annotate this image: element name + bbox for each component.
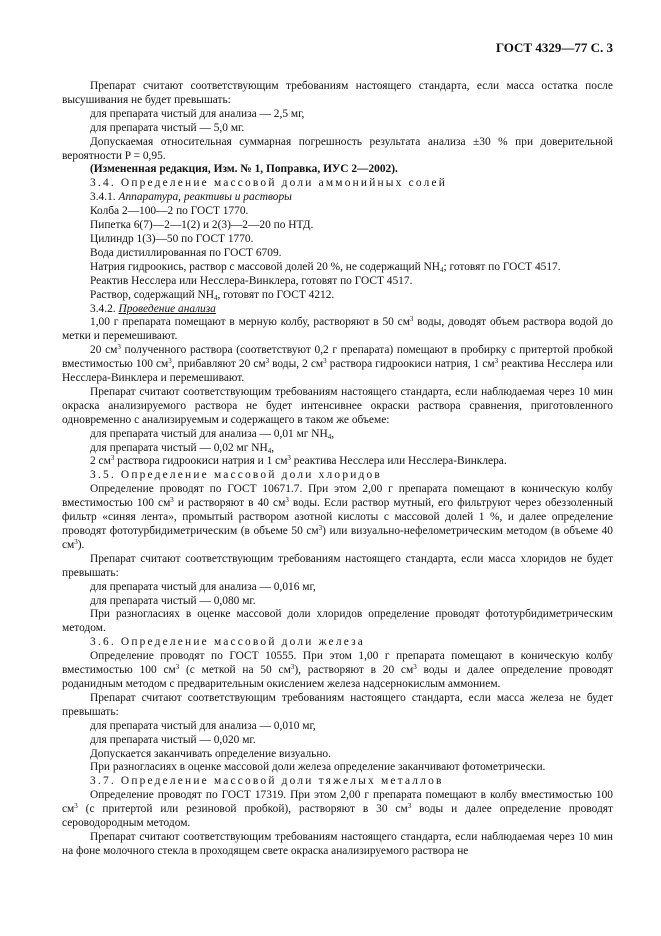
paragraph: [62, 483, 613, 553]
superscript: 3: [74, 802, 78, 811]
paragraph: для препарата чистый для анализа — 0,010 мг,: [90, 719, 316, 732]
paragraph: для препарата чистый — 0,020 мг.: [90, 733, 256, 746]
text-run: 1,00 г препарата помещают в мерную колбу, растворяют в 50 см: [90, 316, 410, 329]
amendment-note: (Измененная редакция, Изм. № 1, Поправка, ИУС 2—2002).: [90, 163, 398, 176]
list-item: Вода дистиллированная по ГОСТ 6709.: [90, 246, 282, 259]
superscript: 3: [407, 802, 412, 811]
paragraph: [62, 789, 613, 831]
text-run: воды и далее определение проводят роданидным методом с предварительным окислением железа надсернокислым аммонием.: [62, 664, 613, 690]
subscript: 4: [327, 432, 332, 441]
text-run: Определение проводят по ГОСТ 17319. При этом 2,00 г препарата помещают в колбу вместимостью 100 см: [62, 789, 613, 816]
superscript: 3: [175, 663, 180, 672]
text-run: ,: [331, 427, 335, 440]
paragraph: [62, 428, 613, 442]
document-body: [62, 80, 613, 859]
text-run: раствора гидроокиси натрия, 1 см: [326, 358, 495, 371]
paragraph: Препарат считают соответствующим требованиям настоящего стандарта, если наблюдаемая через 10 мин на фоне молочного стекла в проходящем свете окраска анализируемого раствора не: [62, 830, 613, 857]
paragraph: Препарат считают соответствующим требованиям настоящего стандарта, если масса железа не будет превышать:: [62, 691, 613, 718]
text-run: реактива Несслера или Несслера-Винклера.: [290, 455, 507, 468]
superscript: 3: [110, 454, 115, 463]
text-run: 20 см: [90, 344, 118, 357]
superscript: 3: [168, 357, 172, 366]
superscript: 3: [318, 524, 323, 532]
paragraph: [62, 344, 613, 386]
superscript: 3: [323, 357, 327, 366]
paragraph: Допускается заканчивать определение визуально.: [90, 747, 331, 760]
section-heading-3-6: 3.6. Определение массовой доли железа: [90, 636, 366, 649]
text-run: (с меткой на 50 см: [179, 664, 291, 677]
superscript: 3: [413, 663, 417, 672]
text-run: (с притертой или резиновой пробкой), растворяют в 30 см: [77, 803, 408, 816]
paragraph: для препарата чистый для анализа — 2,5 мг,: [90, 107, 305, 120]
list-item: [62, 289, 613, 303]
superscript: 3: [494, 357, 499, 366]
subsection-title: Проведение анализа: [118, 302, 216, 315]
text-run: полученного раствора (соответствуют 0,2 г препарата) помещают в пробирку с притертой пробкой вместимостью 100 см: [62, 344, 613, 371]
subsection-title: Аппаратура, реактивы и растворы: [118, 191, 292, 204]
list-item: Реактив Несслера или Несслера-Винклера, готовят по ГОСТ 4517.: [90, 274, 413, 287]
subscript: 4: [267, 446, 272, 455]
text-run: реактива Несслера или Несслера-Винклера и перемешивают.: [62, 358, 613, 385]
text-run: воды, 2 см: [269, 358, 324, 371]
text-run: ).: [77, 538, 85, 551]
paragraph: [62, 650, 613, 692]
paragraph: Препарат считают соответствующим требованиям настоящего стандарта, если масса остатка после высушивания не будет превышать:: [62, 80, 613, 106]
subscript: 4: [213, 293, 218, 302]
paragraph: Препарат считают соответствующим требованиям настоящего стандарта, если масса хлоридов не будет превышать:: [62, 552, 613, 579]
superscript: 3: [74, 537, 78, 546]
section-heading-3-4: 3.4. Определение массовой доли аммонийных солей: [90, 177, 448, 190]
paragraph: [62, 442, 613, 456]
list-item: Цилиндр 1(3)—50 по ГОСТ 1770.: [90, 232, 254, 245]
text-run: 2 см: [90, 455, 111, 468]
paragraph: [62, 316, 613, 344]
text-run: ,: [271, 441, 275, 454]
text-run: , прибавляют 20 см: [171, 358, 266, 371]
superscript: 3: [287, 454, 291, 463]
text-run: Определение проводят по ГОСТ 10555. При этом 1,00 г препарата помещают в коническую колбу вместимостью 100 см: [62, 650, 613, 677]
text-run: воды, доводят объем раствора водой до метки и перемешивают.: [62, 316, 613, 343]
subscript: 4: [439, 265, 444, 274]
superscript: 3: [265, 357, 270, 366]
superscript: 3: [285, 496, 289, 505]
paragraph: Препарат считают соответствующим требованиям настоящего стандарта, если наблюдаемая через 10 мин окраска анализируемого раствора не будет интенсивнее окраски раствора сравнения, приготовленного одновременно с анализируемым и содержащего в таком же объеме:: [62, 385, 613, 426]
text-run: раствора гидроокиси натрия и 1 см: [114, 455, 288, 468]
paragraph: для препарата чистый — 0,080 мг.: [90, 594, 256, 607]
paragraph: [62, 455, 613, 469]
subsection-heading-3-4-2: [62, 303, 613, 317]
text-run: ) или визуально-нефелометрическим методом (в объеме 40 см: [62, 525, 613, 551]
text-run: , готовят по ГОСТ 4212.: [217, 288, 335, 301]
text-run: Натрия гидроокись, раствор с массовой долей 20 %, не содержащий NH: [90, 260, 440, 273]
text-run: ; готовят по ГОСТ 4517.: [443, 260, 561, 273]
paragraph: для препарата чистый для анализа — 0,016 мг,: [90, 580, 316, 593]
paragraph: для препарата чистый — 5,0 мг.: [90, 121, 245, 134]
text-run: и растворяют в 40 см: [173, 497, 286, 510]
superscript: 3: [409, 315, 414, 324]
text-run: для препарата чистый — 0,02 мг NH: [90, 441, 268, 454]
list-item: [62, 261, 613, 275]
section-heading-3-7: 3.7. Определение массовой доли тяжелых металлов: [90, 775, 444, 788]
paragraph: При разногласиях в оценке массовой доли хлоридов определение проводят фототурбидиметрическим методом.: [62, 608, 613, 635]
text-run: Раствор, содержащий NH: [90, 288, 214, 301]
text-run: ), растворяют в 20 см: [294, 664, 414, 677]
subsection-number: 3.4.2.: [90, 302, 116, 315]
page-header: ГОСТ 4329—77 С. 3: [495, 40, 613, 55]
paragraph: Допускаемая относительная суммарная погрешность результата анализа ±30 % при доверительной вероятности P = 0,95.: [62, 135, 613, 162]
text-run: воды и далее определение проводят сероводородным методом.: [62, 803, 614, 830]
list-item: Колба 2—100—2 по ГОСТ 1770.: [90, 205, 249, 218]
section-heading-3-5: 3.5. Определение массовой доли хлоридов: [90, 469, 382, 482]
text-run: для препарата чистый для анализа — 0,01 мг NH: [90, 427, 328, 440]
subsection-number: 3.4.1.: [90, 191, 116, 204]
text-run: воды. Если раствор мутный, его фильтруют через обеззоленный фильтр «синяя лента», промытый раствором азотной кислоты с массовой долей 1 %, и далее определение проводят фототурбидиметрическим (в объеме 50 см: [62, 497, 613, 537]
superscript: 3: [170, 496, 174, 505]
list-item: Пипетка 6(7)—2—1(2) и 2(3)—2—20 по НТД.: [90, 219, 314, 232]
subsection-heading-3-4-1: [62, 191, 613, 205]
text-run: Определение проводят по ГОСТ 10671.7. При этом 2,00 г препарата помещают в коническую колбу вместимостью 100 см: [62, 483, 613, 510]
paragraph: При разногласиях в оценке массовой доли железа определение заканчивают фотометрически.: [90, 761, 546, 774]
superscript: 3: [290, 663, 295, 672]
superscript: 3: [117, 343, 121, 352]
